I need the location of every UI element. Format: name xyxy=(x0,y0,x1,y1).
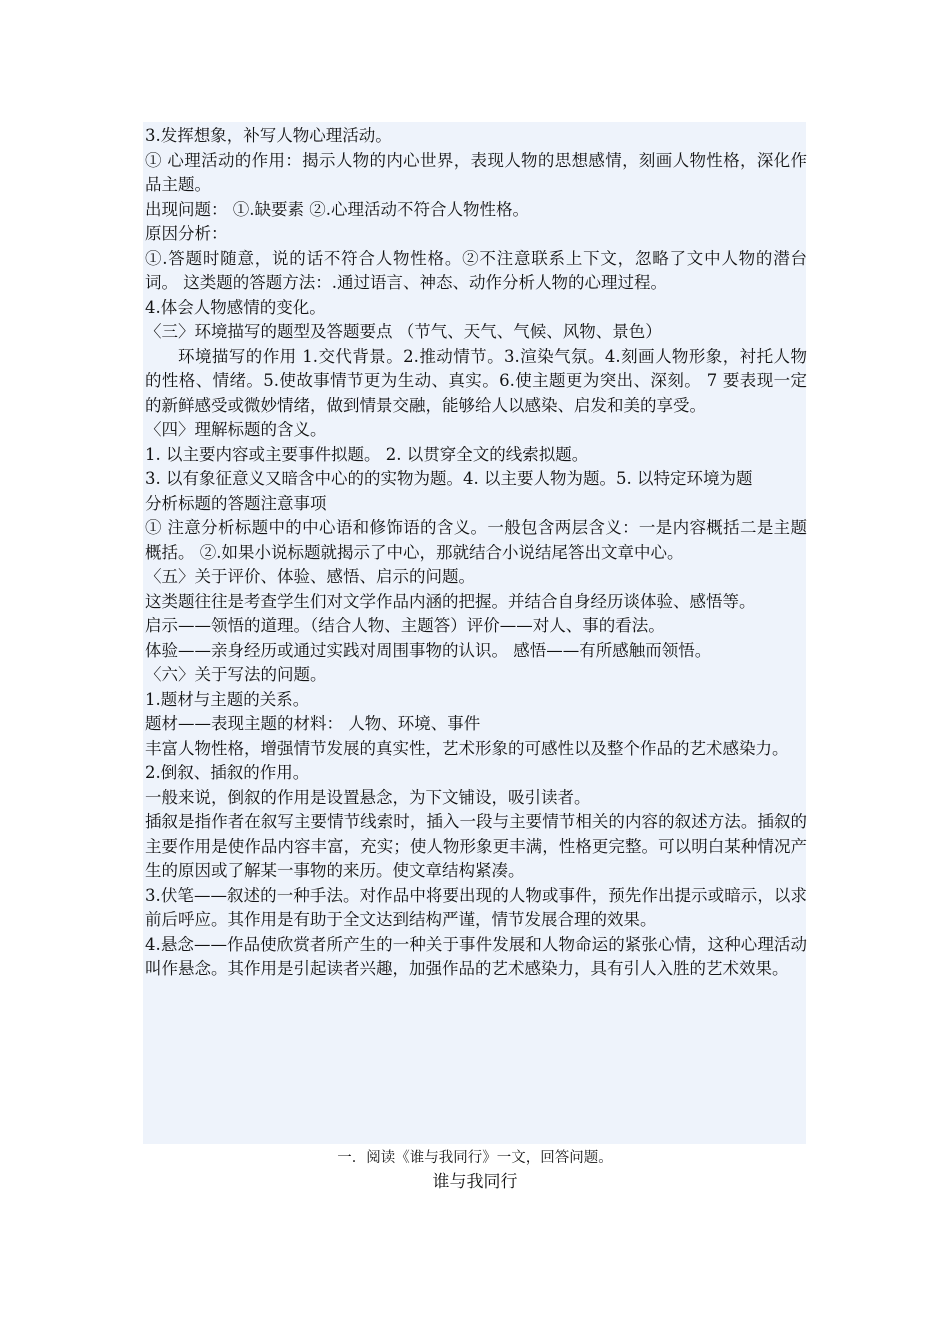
paragraph: 出现问题： ①.缺要素 ②.心理活动不符合人物性格。 xyxy=(145,199,529,219)
paragraph: 这类题往往是考查学生们对文学作品内涵的把握。并结合自身经历谈体验、感悟等。 xyxy=(145,591,756,611)
paragraph: 2.倒叙、插叙的作用。 xyxy=(145,763,310,782)
paragraph: 3. 以有象征意义又暗含中心的的实物为题。4. 以主要人物为题。5. 以特定环境为题 xyxy=(145,469,753,488)
paragraph: 体验——亲身经历或通过实践对周围事物的认识。 感悟——有所感触而领悟。 xyxy=(145,640,712,660)
paragraph: 1. 以主要内容或主要事件拟题。 2. 以贯穿全文的线索拟题。 xyxy=(145,444,589,464)
paragraph: ① 心理活动的作用：揭示人物的内心世界，表现人物的思想感情，刻画人物性格，深化作品主题。 xyxy=(145,150,807,194)
paragraph: 4.悬念——作品使欣赏者所产生的一种关于事件发展和人物命运的紧张心情，这种心理活动叫作悬念。其作用是引起读者兴趣，加强作品的艺术感染力，具有引人入胜的艺术效果。 xyxy=(145,934,807,978)
paragraph: 原因分析： xyxy=(145,224,228,243)
paragraph: 3.伏笔——叙述的一种手法。对作品中将要出现的人物或事件，预先作出提示或暗示，以求前后呼应。其作用是有助于全文达到结构严谨，情节发展合理的效果。 xyxy=(145,885,807,929)
paragraph: 1.题材与主题的关系。 xyxy=(145,689,310,709)
section-heading: 〈六〉关于写法的问题。 xyxy=(145,665,327,684)
reading-question-caption: 一．阅读《谁与我同行》一文，回答问题。 xyxy=(337,1150,613,1166)
paragraph: 分析标题的答题注意事项 xyxy=(145,493,327,513)
paragraph: ① 注意分析标题中的中心语和修饰语的含义。一般包含两层含义：一是内容概括二是主题概括。 ②.如果小说标题就揭示了中心，那就结合小说结尾答出文章中心。 xyxy=(145,518,807,562)
paragraph: 插叙是指作者在叙写主要情节线索时，插入一段与主要情节相关的内容的叙述方法。插叙的主要作用是使作品内容丰富，充实；使人物形象更丰满，性格更完整。可以明白某种情况产生的原因或了解某一事物的来历。使文章结构紧凑。 xyxy=(145,812,807,880)
paragraph: 3.发挥想象，补写人物心理活动。 xyxy=(145,126,392,145)
section-heading: 〈五〉关于评价、体验、感悟、启示的问题。 xyxy=(145,567,475,586)
section-heading: 〈四〉理解标题的含义。 xyxy=(145,420,327,439)
paragraph: 启示——领悟的道理。（结合人物、主题答）评价——对人、事的看法。 xyxy=(145,616,665,635)
section-heading: 〈三〉环境描写的题型及答题要点 （节气、天气、气候、风物、景色） xyxy=(145,322,662,341)
paragraph: 一般来说，倒叙的作用是设置悬念，为下文铺设，吸引读者。 xyxy=(145,787,591,807)
paragraph: 4.体会人物感情的变化。 xyxy=(145,297,326,317)
paragraph: 环境描写的作用 1.交代背景。2.推动情节。3.渲染气氛。4.刻画人物形象，衬托人物的性格、情绪。5.使故事情节更为生动、真实。6.使主题更为突出、深刻。 7 要表现一定的新鲜感受或微妙情绪，做到情景交融，能够给人以感染、启发和美的享受。 xyxy=(145,346,807,415)
article-title: 谁与我同行 xyxy=(432,1172,518,1192)
study-notes-text xyxy=(145,124,807,982)
paragraph: 丰富人物性格，增强情节发展的真实性，艺术形象的可感性以及整个作品的艺术感染力。 xyxy=(145,738,789,758)
paragraph: ①.答题时随意，说的话不符合人物性格。②不注意联系上下文，忽略了文中人物的潜台词。 这类题的答题方法：.通过语言、神态、动作分析人物的心理过程。 xyxy=(145,248,807,292)
paragraph: 题材——表现主题的材料： 人物、环境、事件 xyxy=(145,714,481,733)
